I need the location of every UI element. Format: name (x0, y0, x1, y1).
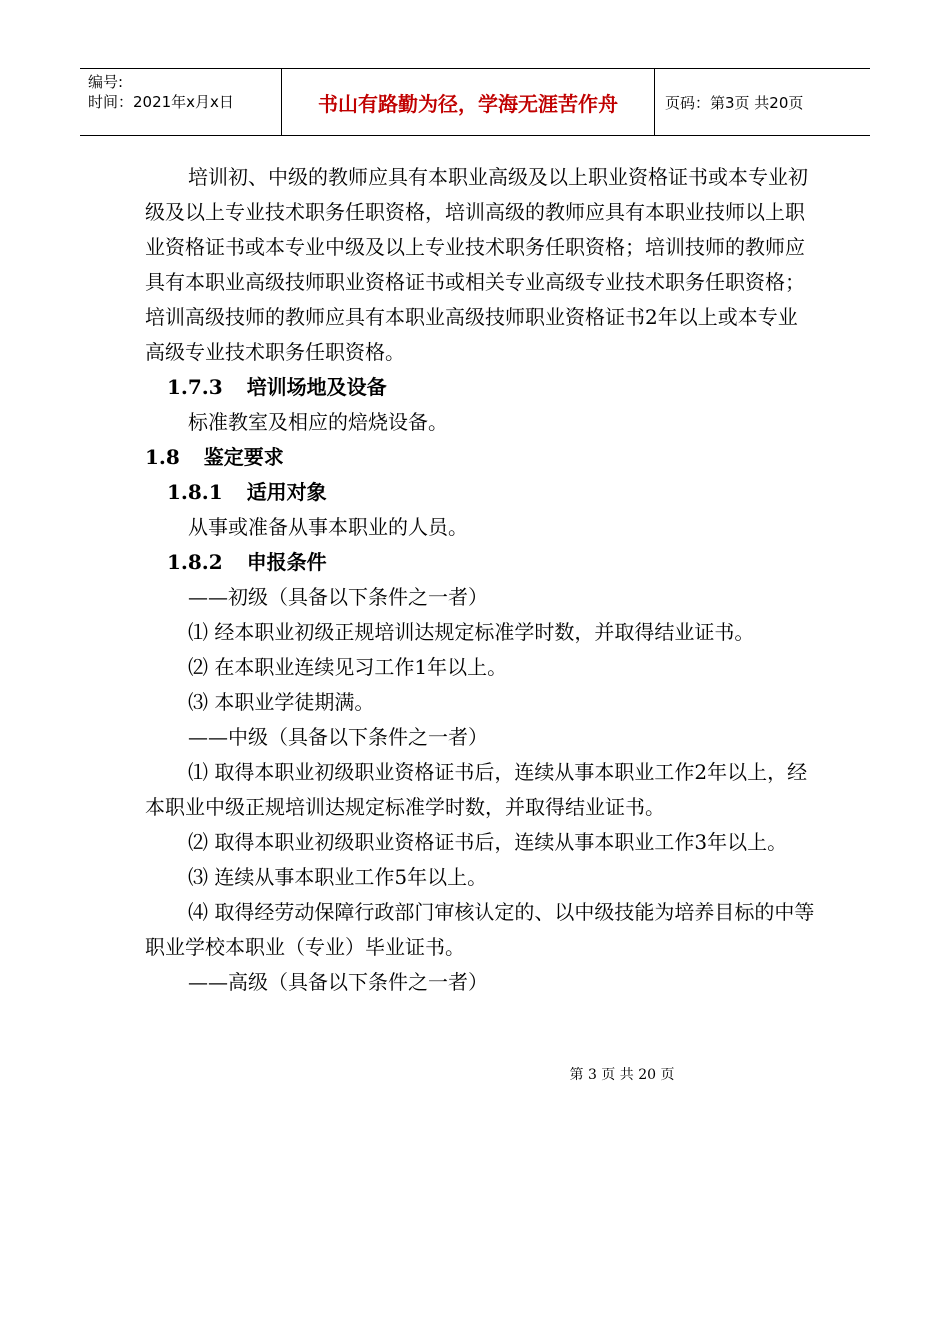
list-item: ⑴ 取得本职业初级职业资格证书后，连续从事本职业工作2年以上，经本职业中级正规培训达规定标准学时数，并取得结业证书。 (145, 760, 808, 819)
list-item: ⑷ 取得经劳动保障行政部门审核认定的、以中级技能为培养目标的中等职业学校本职业（专业）毕业证书。 (145, 900, 815, 959)
section-number: 1.8 (145, 445, 180, 469)
header-motto: 书山有路勤为径，学海无涯苦作舟 (282, 69, 655, 135)
document-number-label: 编号: (88, 73, 124, 91)
junior-level-heading: ——初级（具备以下条件之一者） (188, 585, 488, 609)
section-title: 鉴定要求 (203, 445, 284, 469)
document-body (145, 160, 817, 1000)
page-header (80, 68, 870, 136)
list-item: ⑴ 经本职业初级正规培训达规定标准学时数，并取得结业证书。 (188, 620, 755, 644)
middle-level-heading: ——中级（具备以下条件之一者） (188, 725, 488, 749)
paragraph-teacher-qualification: 培训初、中级的教师应具有本职业高级及以上职业资格证书或本专业初级及以上专业技术职务任职资格，培训高级的教师应具有本职业技师以上职业资格证书或本专业中级及以上专业技术职务任职资格；培训技师的教师应具有本职业高级技师职业资格证书或相关专业高级专业技术职务任职资格；培训高级技师的教师应具有本职业高级技师职业资格证书2年以上或本专业高级专业技术职务任职资格。 (145, 165, 808, 364)
page-footer: 第 3 页 共 20 页 (569, 1067, 675, 1083)
paragraph-training-venue: 标准教室及相应的焙烧设备。 (188, 410, 448, 434)
section-title: 适用对象 (246, 480, 327, 504)
section-heading-1-7-3 (145, 370, 817, 405)
section-number: 1.7.3 (167, 375, 223, 399)
list-item: ⑶ 连续从事本职业工作5年以上。 (188, 865, 488, 889)
section-number: 1.8.1 (167, 480, 223, 504)
section-number: 1.8.2 (167, 550, 223, 574)
senior-level-heading: ——高级（具备以下条件之一者） (188, 970, 488, 994)
list-item: ⑵ 取得本职业初级职业资格证书后，连续从事本职业工作3年以上。 (188, 830, 788, 854)
section-heading-1-8-2 (145, 545, 817, 580)
section-title: 培训场地及设备 (246, 375, 387, 399)
section-title: 申报条件 (246, 550, 327, 574)
list-item: ⑵ 在本职业连续见习工作1年以上。 (188, 655, 508, 679)
document-time-label: 时间：2021年x月x日 (88, 93, 234, 111)
list-item: ⑶ 本职业学徒期满。 (188, 690, 375, 714)
header-info-cell (80, 69, 282, 135)
section-heading-1-8 (145, 440, 817, 475)
section-heading-1-8-1 (145, 475, 817, 510)
header-page-number: 页码：第3页 共20页 (665, 93, 804, 112)
paragraph-target-audience: 从事或准备从事本职业的人员。 (188, 515, 468, 539)
